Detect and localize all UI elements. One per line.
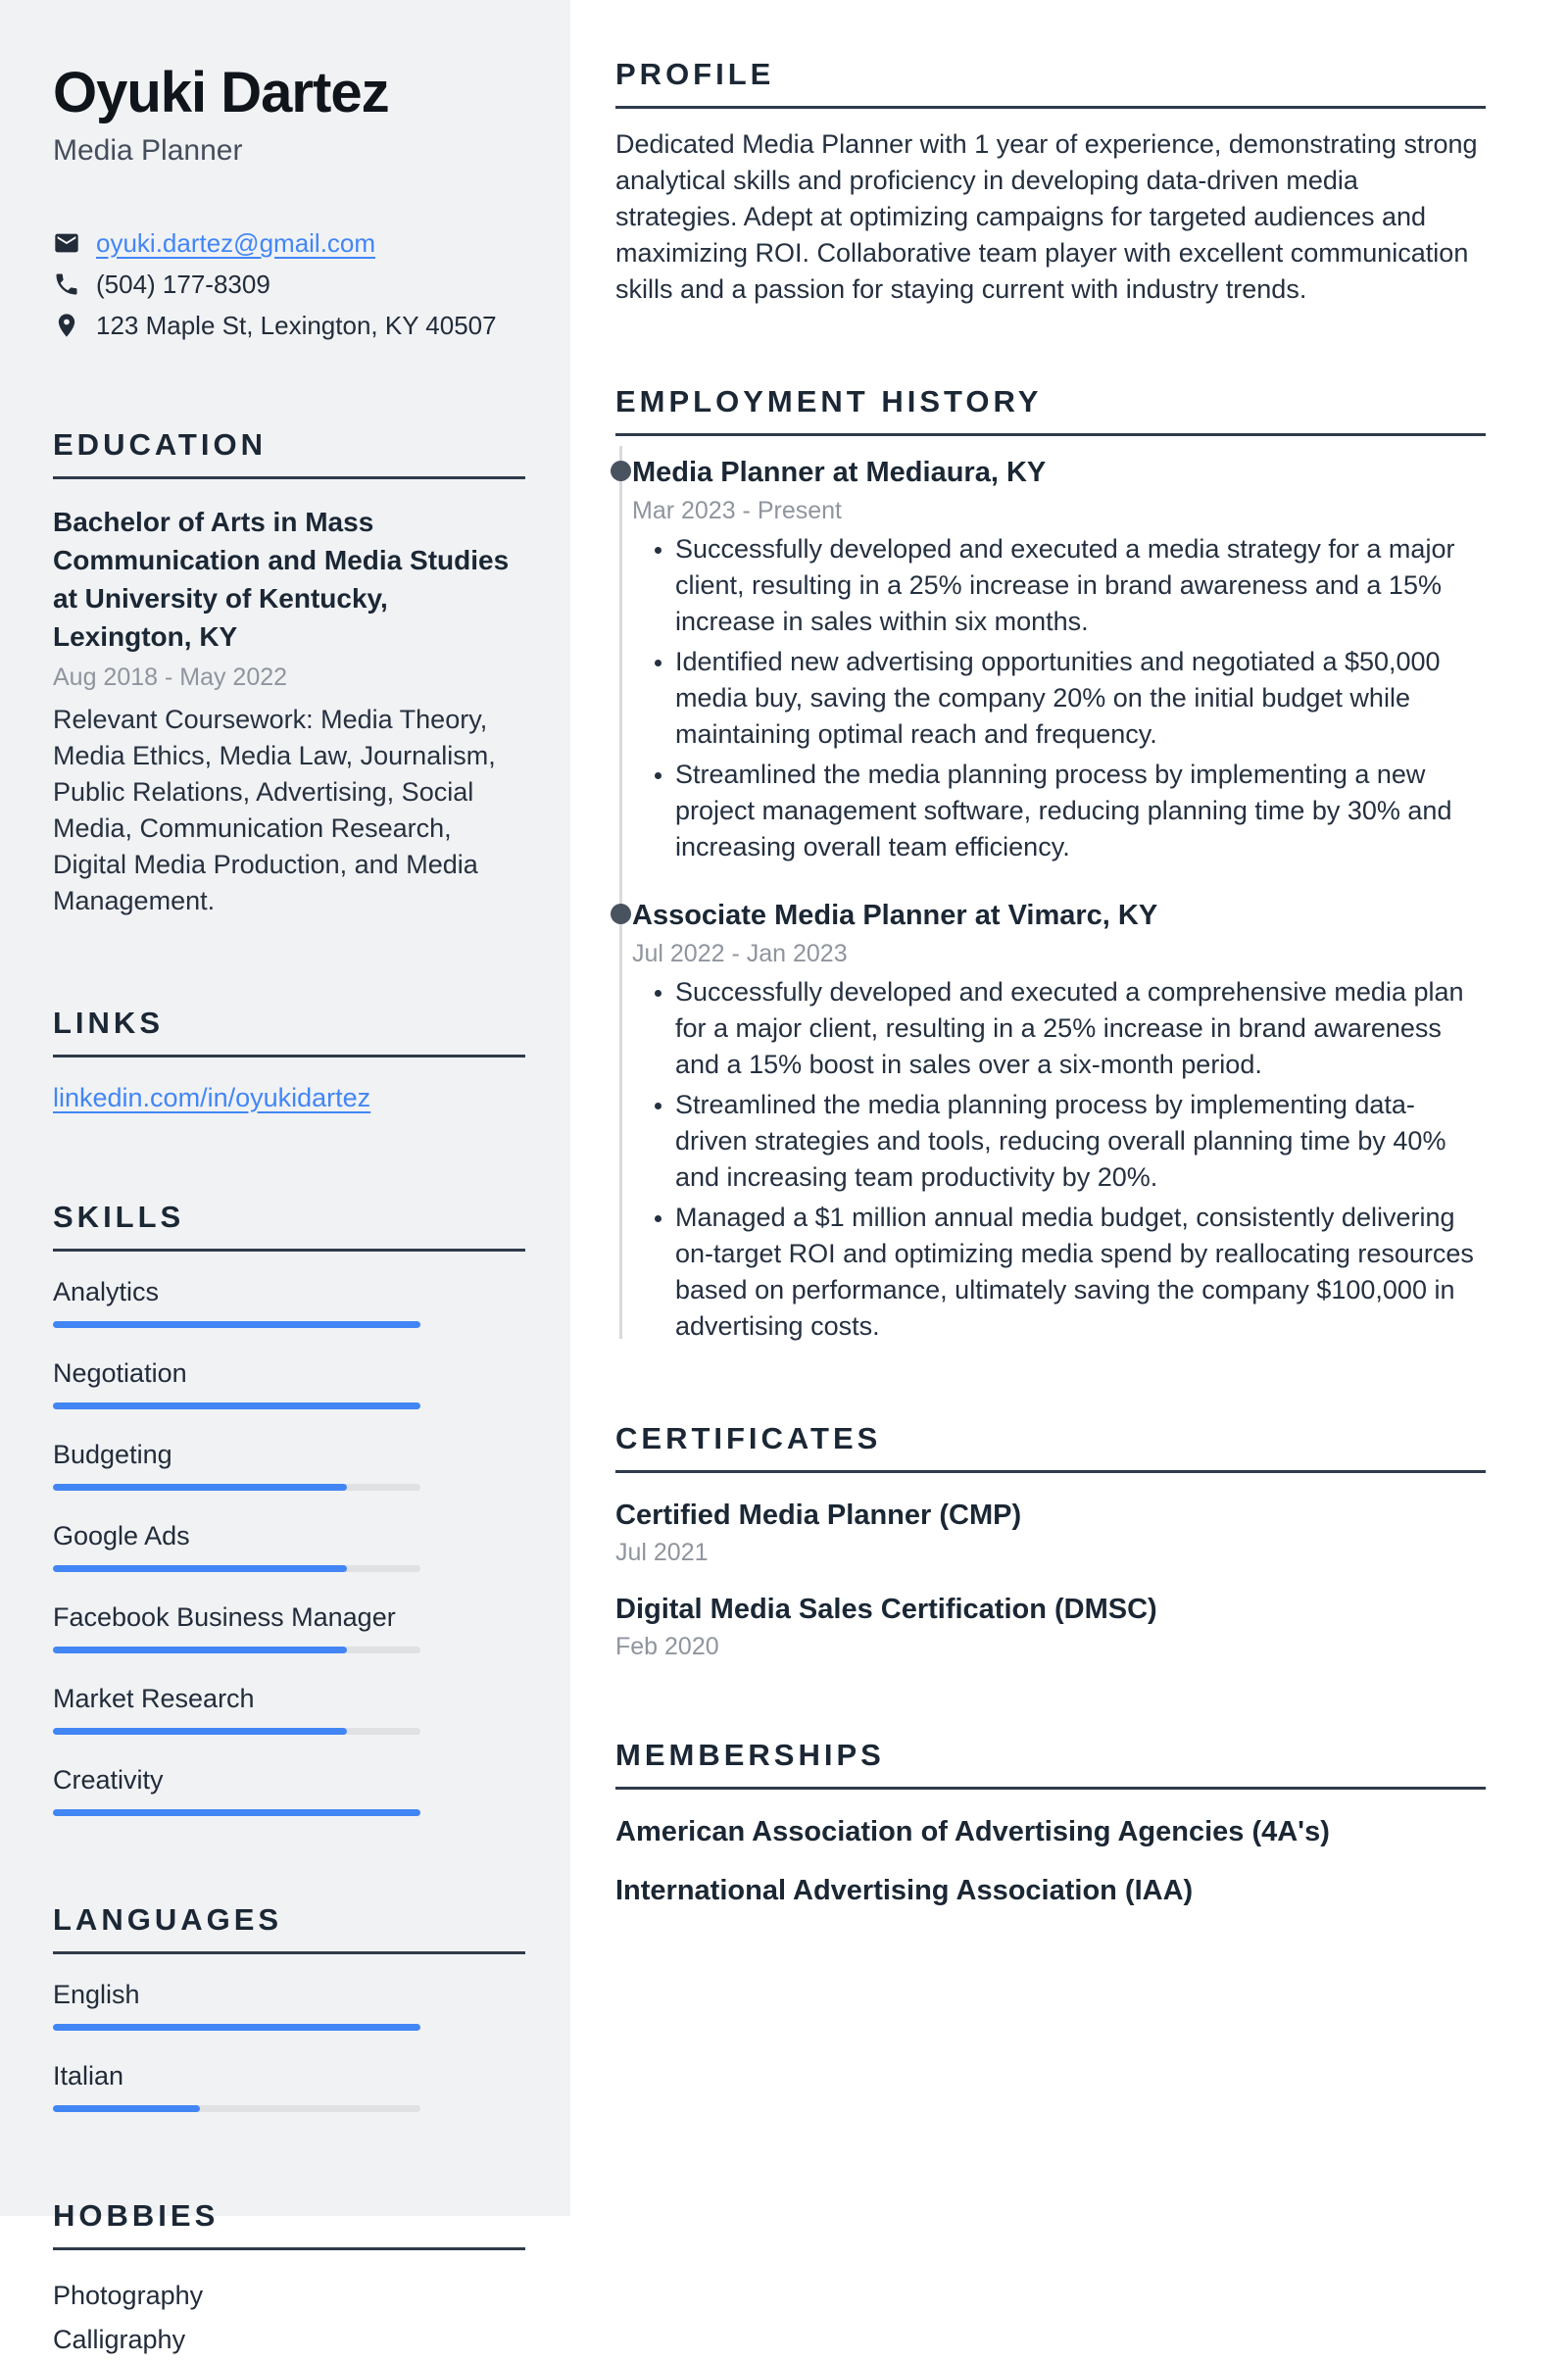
phone-number: (504) 177-8309 <box>96 269 270 299</box>
links-heading: LINKS <box>53 1006 525 1058</box>
skill-label: Market Research <box>53 1683 255 1713</box>
skill-bar-fill <box>53 1728 347 1735</box>
certificate-date: Jul 2021 <box>615 1539 709 1566</box>
job-title: Media Planner at Mediaura, KY <box>632 457 1047 488</box>
contact-phone-row <box>53 270 525 300</box>
skill-bar-track <box>53 1809 420 1816</box>
job-bullets <box>632 974 1486 1345</box>
hobby-item: Calligraphy <box>53 2324 186 2354</box>
job-bullet: • Streamlined the media planning process by implementing data-driven strategies and tools, reducing overall planning time by 40% and increasing team productivity by 20%. <box>675 1087 1486 1196</box>
hobby-item: Photography <box>53 2280 204 2310</box>
job-bullet: • Successfully developed and executed a media strategy for a major client, resulting in a 25% increase in brand awareness and a 15% increase in sales within six months. <box>675 531 1486 640</box>
job-entry <box>615 899 1486 1345</box>
memberships-list <box>615 1815 1486 1907</box>
certificates-list <box>615 1499 1486 1661</box>
skill-bar-fill <box>53 1565 347 1572</box>
skill-item <box>53 1682 525 1735</box>
job-bullet: • Successfully developed and executed a comprehensive media plan for a major client, resulting in a 25% increase in brand awareness and a 15% boost in sales over a six-month period. <box>675 974 1486 1083</box>
education-degree: Bachelor of Arts in Mass Communication and Media Studies at University of Kentucky, Lexington, KY <box>53 506 510 652</box>
hobbies-list <box>53 2274 525 2362</box>
membership-entry: International Advertising Association (IAA) <box>615 1875 1194 1906</box>
linkedin-link[interactable]: linkedin.com/in/oyukidartez <box>53 1082 371 1112</box>
skill-bar-track <box>53 1728 420 1735</box>
contact-address-row <box>53 311 525 341</box>
address-text: 123 Maple St, Lexington, KY 40507 <box>96 310 497 340</box>
memberships-section <box>615 1738 1486 1907</box>
skills-list <box>53 1275 525 1816</box>
education-description: Relevant Coursework: Media Theory, Media Ethics, Media Law, Journalism, Public Relations, Advertising, Social Media, Communication Research, Digital Media Production, and Media Management. <box>53 704 496 915</box>
certificates-heading: CERTIFICATES <box>615 1421 1486 1473</box>
profile-section <box>615 57 1486 308</box>
languages-list <box>53 1978 525 2112</box>
language-bar-fill <box>53 2105 200 2112</box>
link-row <box>53 1083 525 1113</box>
sidebar <box>0 0 570 2354</box>
education-dates: Aug 2018 - May 2022 <box>53 663 288 691</box>
location-icon <box>53 312 80 339</box>
skill-item <box>53 1275 525 1328</box>
skill-bar-fill <box>53 1321 420 1328</box>
memberships-heading: MEMBERSHIPS <box>615 1738 1486 1790</box>
employment-heading: EMPLOYMENT HISTORY <box>615 384 1486 436</box>
language-bar-track <box>53 2105 420 2112</box>
email-icon <box>53 229 80 257</box>
skill-label: Analytics <box>53 1276 160 1306</box>
skill-bar-track <box>53 1647 420 1653</box>
job-title: Associate Media Planner at Vimarc, KY <box>632 900 1158 931</box>
skill-label: Facebook Business Manager <box>53 1601 396 1632</box>
skill-label: Budgeting <box>53 1439 172 1469</box>
certificate-title: Certified Media Planner (CMP) <box>615 1500 1022 1531</box>
languages-section <box>53 1902 525 2112</box>
skill-item <box>53 1600 525 1653</box>
job-bullets <box>632 531 1486 865</box>
employment-timeline <box>615 456 1486 1345</box>
certificate-date: Feb 2020 <box>615 1633 719 1660</box>
language-label: English <box>53 1979 140 2009</box>
skill-item <box>53 1356 525 1409</box>
job-bullet: • Managed a $1 million annual media budget, consistently delivering on-target ROI and optimizing media spend by reallocating resources based on performance, ultimately saving the company $100,000 in advertising costs. <box>675 1200 1486 1345</box>
skill-label: Creativity <box>53 1764 164 1795</box>
language-bar-track <box>53 2024 420 2031</box>
languages-heading: LANGUAGES <box>53 1902 525 1954</box>
skills-heading: SKILLS <box>53 1200 525 1252</box>
links-section <box>53 1006 525 1113</box>
person-name: Oyuki Dartez <box>53 61 389 124</box>
skill-bar-fill <box>53 1809 420 1816</box>
language-item <box>53 1978 525 2031</box>
contact-block <box>53 228 525 341</box>
membership-entry: American Association of Advertising Agencies (4A's) <box>615 1816 1330 1847</box>
phone-icon <box>53 271 80 298</box>
language-item <box>53 2059 525 2112</box>
contact-email-row <box>53 228 525 259</box>
job-bullet: • Streamlined the media planning process by implementing a new project management software, reducing planning time by 30% and increasing overall team efficiency. <box>675 757 1486 865</box>
skill-item <box>53 1763 525 1816</box>
education-section <box>53 427 525 919</box>
email-link[interactable]: oyuki.dartez@gmail.com <box>96 227 376 258</box>
skill-bar-track <box>53 1484 420 1491</box>
certificate-entry <box>615 1499 1486 1567</box>
skill-bar-track <box>53 1565 420 1572</box>
profile-heading: PROFILE <box>615 57 1486 109</box>
main-column <box>570 0 1568 2216</box>
hobbies-heading: HOBBIES <box>53 2198 525 2250</box>
skill-label: Google Ads <box>53 1520 190 1550</box>
links-list <box>53 1083 525 1113</box>
job-entry <box>615 456 1486 865</box>
skill-label: Negotiation <box>53 1357 187 1388</box>
employment-section <box>615 384 1486 1345</box>
skill-bar-track <box>53 1402 420 1409</box>
skill-item <box>53 1438 525 1491</box>
job-dates: Jul 2022 - Jan 2023 <box>632 940 848 967</box>
certificate-title: Digital Media Sales Certification (DMSC) <box>615 1594 1157 1625</box>
skill-item <box>53 1519 525 1572</box>
education-heading: EDUCATION <box>53 427 525 479</box>
language-bar-fill <box>53 2024 420 2031</box>
job-bullet: • Identified new advertising opportunities and negotiated a $50,000 media buy, saving the company 20% on the initial budget while maintaining optimal reach and frequency. <box>675 644 1486 753</box>
skills-section <box>53 1200 525 1816</box>
skill-bar-fill <box>53 1484 347 1491</box>
profile-text: Dedicated Media Planner with 1 year of experience, demonstrating strong analytical skills and proficiency in developing data-driven media strategies. Adept at optimizing campaigns for targeted audiences and maximizing ROI. Collaborative team player with excellent communication skills and a passion for staying current with industry trends. <box>615 129 1478 304</box>
skill-bar-fill <box>53 1647 347 1653</box>
certificates-section <box>615 1421 1486 1661</box>
hobbies-section <box>53 2198 525 2362</box>
skill-bar-fill <box>53 1402 420 1409</box>
skill-bar-track <box>53 1321 420 1328</box>
person-job-title: Media Planner <box>53 133 243 167</box>
certificate-entry <box>615 1593 1486 1661</box>
job-dates: Mar 2023 - Present <box>632 497 842 524</box>
language-label: Italian <box>53 2060 124 2091</box>
